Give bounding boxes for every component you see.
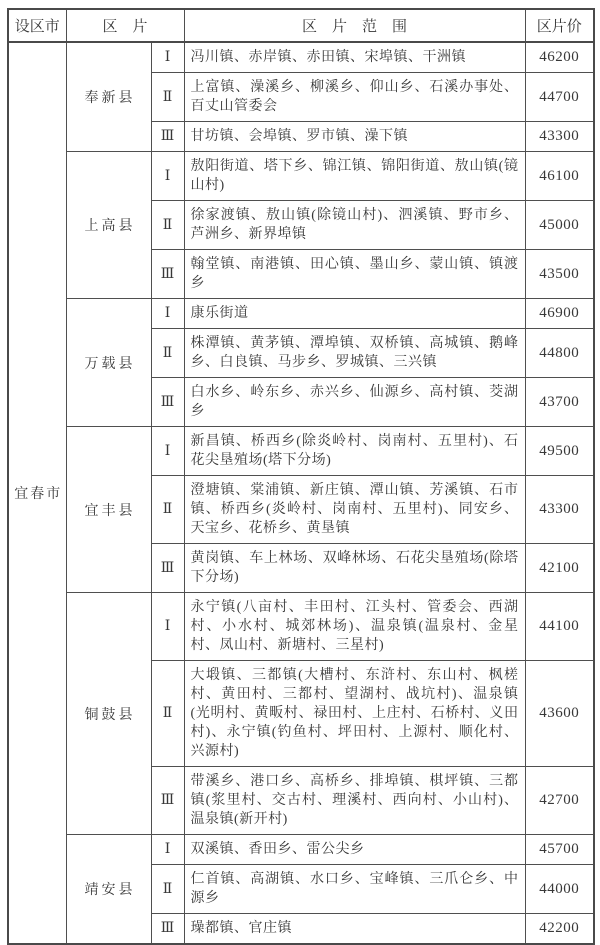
header-cell-city: 设区市 — [8, 9, 66, 42]
zone-range-cell: 澄塘镇、棠浦镇、新庄镇、潭山镇、芳溪镇、石市镇、桥西乡(炎岭村、岗南村、五里村)、同安乡、天宝乡、花桥乡、黄垦镇 — [184, 476, 525, 544]
header-cell-price: 区片价 — [525, 9, 594, 42]
zone-price-cell: 43600 — [525, 661, 594, 767]
zone-price-cell: 46100 — [525, 152, 594, 201]
zone-price-cell: 43300 — [525, 476, 594, 544]
zone-range-cell: 双溪镇、香田乡、雷公尖乡 — [184, 835, 525, 865]
zone-range-cell: 甘坊镇、会埠镇、罗市镇、澡下镇 — [184, 122, 525, 152]
county-cell: 上高县 — [66, 152, 151, 299]
zone-numeral-cell: Ⅱ — [151, 476, 184, 544]
zone-price-cell: 42100 — [525, 544, 594, 593]
zone-range-cell: 敖阳街道、塔下乡、锦江镇、锦阳街道、敖山镇(镜山村) — [184, 152, 525, 201]
zone-price-cell: 44000 — [525, 865, 594, 914]
zone-range-cell: 冯川镇、赤岸镇、赤田镇、宋埠镇、干洲镇 — [184, 42, 525, 73]
zone-numeral-cell: Ⅱ — [151, 865, 184, 914]
zone-numeral-cell: Ⅱ — [151, 201, 184, 250]
zone-numeral-cell: Ⅲ — [151, 914, 184, 945]
zone-range-cell: 永宁镇(八亩村、丰田村、江头村、管委会、西湖村、小水村、城郊林场)、温泉镇(温泉村、金星村、凤山村、新塘村、三星村) — [184, 593, 525, 661]
header-row — [8, 9, 594, 42]
zone-price-cell: 44800 — [525, 329, 594, 378]
city-cell: 宜春市 — [8, 42, 66, 944]
county-cell: 铜鼓县 — [66, 593, 151, 835]
zone-price-cell: 45700 — [525, 835, 594, 865]
zone-range-cell: 新昌镇、桥西乡(除炎岭村、岗南村、五里村)、石花尖垦殖场(塔下分场) — [184, 427, 525, 476]
zone-numeral-cell: Ⅰ — [151, 299, 184, 329]
zone-numeral-cell: Ⅰ — [151, 427, 184, 476]
county-cell: 靖安县 — [66, 835, 151, 945]
zone-row — [8, 42, 594, 73]
zone-price-cell: 44700 — [525, 73, 594, 122]
zone-range-cell: 康乐街道 — [184, 299, 525, 329]
zone-price-cell: 43700 — [525, 378, 594, 427]
zone-price-cell: 49500 — [525, 427, 594, 476]
zone-row — [8, 427, 594, 476]
zone-numeral-cell: Ⅲ — [151, 122, 184, 152]
zone-range-cell: 带溪乡、港口乡、高桥乡、排埠镇、棋坪镇、三都镇(浆里村、交古村、理溪村、西向村、小山村)、温泉镇(新开村) — [184, 767, 525, 835]
zone-price-cell: 42200 — [525, 914, 594, 945]
zone-row — [8, 593, 594, 661]
zone-numeral-cell: Ⅰ — [151, 42, 184, 73]
zone-range-cell: 大塅镇、三都镇(大槽村、东浒村、东山村、枫槎村、黄田村、三都村、望湖村、战坑村)、温泉镇(光明村、黄畈村、禄田村、上庄村、石桥村、义田村)、永宁镇(钓鱼村、坪田村、上源村、顺化村、兴源村) — [184, 661, 525, 767]
county-cell: 宜丰县 — [66, 427, 151, 593]
zone-price-cell: 44100 — [525, 593, 594, 661]
zone-numeral-cell: Ⅰ — [151, 835, 184, 865]
header-cell-zone: 区 片 — [66, 9, 184, 42]
zone-price-cell: 43500 — [525, 250, 594, 299]
zone-range-cell: 徐家渡镇、敖山镇(除镜山村)、泗溪镇、野市乡、芦洲乡、新界埠镇 — [184, 201, 525, 250]
header-cell-range: 区 片 范 围 — [184, 9, 525, 42]
zone-price-table — [7, 8, 595, 945]
county-cell: 奉新县 — [66, 42, 151, 152]
zone-numeral-cell: Ⅱ — [151, 73, 184, 122]
zone-numeral-cell: Ⅱ — [151, 329, 184, 378]
zone-row — [8, 299, 594, 329]
zone-price-cell: 42700 — [525, 767, 594, 835]
zone-range-cell: 株潭镇、黄茅镇、潭埠镇、双桥镇、高城镇、鹅峰乡、白良镇、马步乡、罗城镇、三兴镇 — [184, 329, 525, 378]
zone-numeral-cell: Ⅲ — [151, 378, 184, 427]
zone-row — [8, 835, 594, 865]
zone-numeral-cell: Ⅱ — [151, 661, 184, 767]
zone-range-cell: 翰堂镇、南港镇、田心镇、墨山乡、蒙山镇、镇渡乡 — [184, 250, 525, 299]
zone-price-cell: 43300 — [525, 122, 594, 152]
zone-numeral-cell: Ⅰ — [151, 152, 184, 201]
zone-price-cell: 46900 — [525, 299, 594, 329]
zone-range-cell: 黄岗镇、车上林场、双峰林场、石花尖垦殖场(除塔下分场) — [184, 544, 525, 593]
zone-numeral-cell: Ⅲ — [151, 544, 184, 593]
zone-range-cell: 上富镇、澡溪乡、柳溪乡、仰山乡、石溪办事处、百丈山管委会 — [184, 73, 525, 122]
zone-price-cell: 46200 — [525, 42, 594, 73]
zone-range-cell: 仁首镇、高湖镇、水口乡、宝峰镇、三爪仑乡、中源乡 — [184, 865, 525, 914]
zone-range-cell: 白水乡、岭东乡、赤兴乡、仙源乡、高村镇、茭湖乡 — [184, 378, 525, 427]
county-cell: 万载县 — [66, 299, 151, 427]
zone-row — [8, 152, 594, 201]
zone-numeral-cell: Ⅲ — [151, 250, 184, 299]
zone-numeral-cell: Ⅲ — [151, 767, 184, 835]
zone-range-cell: 璪都镇、官庄镇 — [184, 914, 525, 945]
zone-numeral-cell: Ⅰ — [151, 593, 184, 661]
zone-price-cell: 45000 — [525, 201, 594, 250]
